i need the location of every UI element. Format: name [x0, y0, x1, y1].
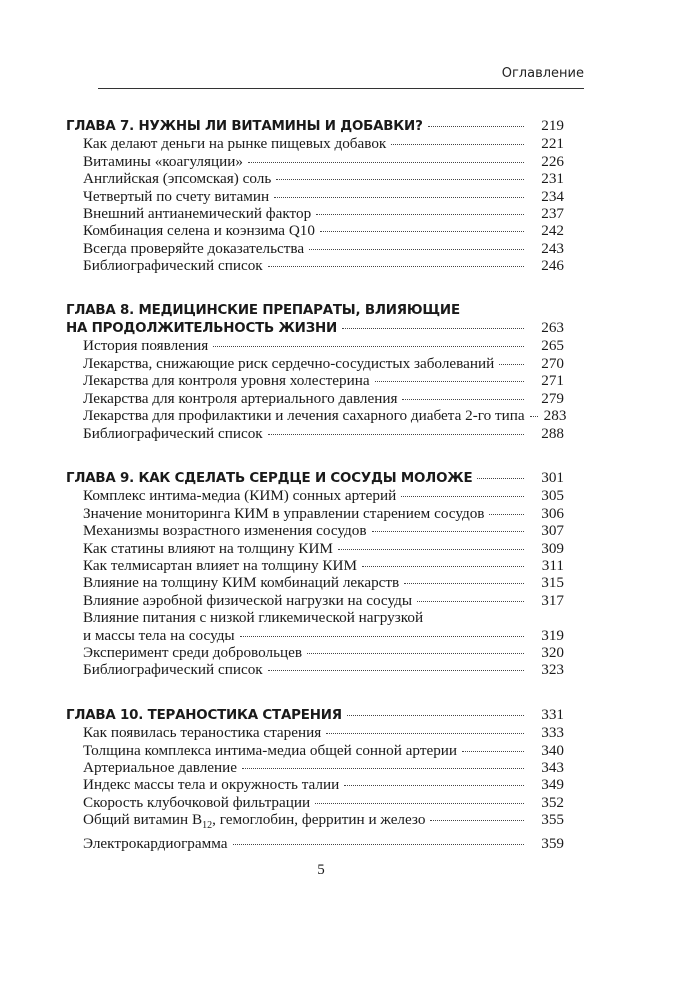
dot-leader: [372, 531, 524, 532]
page-number: 333: [541, 724, 564, 742]
toc-entry[interactable]: [66, 205, 564, 222]
toc-entry[interactable]: [66, 372, 564, 389]
page-number: 243: [541, 239, 564, 257]
page-number: 263: [541, 319, 564, 337]
entry-title: Толщина комплекса интима-медиа общей сонной артерии: [83, 741, 458, 759]
entry-title: Как статины влияют на толщину КИМ: [83, 539, 333, 557]
table-of-contents: [66, 117, 567, 879]
page-number: 283: [543, 407, 567, 425]
toc-entry[interactable]: [66, 222, 564, 239]
page-folio: 5: [317, 862, 325, 878]
entry-title: Лекарства для контроля артериального давления: [83, 389, 398, 407]
chapter-title: ГЛАВА 9. КАК СДЕЛАТЬ СЕРДЦЕ И СОСУДЫ МОЛОЖЕ: [66, 470, 473, 486]
dot-leader: [268, 434, 524, 435]
entry-title: Артериальное давление: [83, 759, 238, 776]
entry-title: Лекарства, снижающие риск сердечно-сосудистых заболеваний: [83, 354, 495, 372]
dot-leader: [417, 601, 524, 602]
page-number: 359: [541, 834, 564, 852]
entry-title: Всегда проверяйте доказательства: [83, 239, 305, 257]
toc-entry[interactable]: [66, 390, 564, 407]
page-number: 301: [541, 468, 564, 486]
chapter-8: [66, 302, 567, 442]
page-number: 219: [541, 117, 564, 134]
entry-title: Эксперимент среди добровольцев: [83, 643, 303, 661]
chapter-title-line[interactable]: ГЛАВА 8. МЕДИЦИНСКИЕ ПРЕПАРАТЫ, ВЛИЯЮЩИЕ: [66, 302, 460, 318]
page-number: 323: [541, 661, 564, 679]
toc-entry[interactable]: [66, 170, 564, 187]
entry-title: [83, 811, 425, 834]
page-number: 315: [541, 574, 564, 592]
page-number: 270: [541, 354, 564, 372]
entry-title: Как появилась тераностика старения: [83, 724, 322, 742]
page-number: 331: [541, 705, 564, 723]
dot-leader: [309, 249, 524, 250]
dot-leader: [307, 653, 524, 654]
page-number: 319: [541, 626, 564, 644]
toc-entry[interactable]: [66, 188, 564, 205]
dot-leader: [342, 328, 524, 329]
entry-title: Электрокардиограмма: [83, 834, 228, 852]
dot-leader: [402, 399, 524, 400]
page-number: 340: [541, 741, 564, 759]
entry-title-part: Общий витамин B: [83, 811, 203, 829]
toc-entry[interactable]: [66, 644, 564, 661]
toc-entry[interactable]: [66, 794, 564, 811]
chapter-7: [66, 117, 564, 275]
page-number: 349: [541, 776, 564, 794]
entry-title: Как делают деньги на рынке пищевых добавок: [83, 135, 387, 153]
dot-leader: [401, 496, 524, 497]
toc-entry[interactable]: [66, 240, 564, 257]
page-number: 352: [541, 793, 564, 811]
page-number: 311: [541, 556, 564, 574]
entry-title: Библиографический список: [83, 424, 263, 442]
dot-leader: [404, 583, 524, 584]
page-number: 265: [541, 337, 564, 355]
chapter-title: НА ПРОДОЛЖИТЕЛЬНОСТЬ ЖИЗНИ: [66, 321, 338, 337]
page-number: 320: [541, 643, 564, 661]
running-head: Оглавление: [501, 66, 584, 81]
dot-leader: [274, 197, 524, 198]
page-number: 279: [541, 389, 564, 407]
dot-leader: [430, 820, 524, 821]
toc-entry[interactable]: [66, 540, 564, 557]
dot-leader: [248, 162, 524, 163]
entry-title: Витамины «коагуляции»: [83, 152, 243, 170]
entry-title: Скорость клубочковой фильтрации: [83, 793, 311, 811]
toc-entry[interactable]: [66, 337, 564, 354]
page-number: 231: [541, 170, 564, 188]
page-number: 226: [541, 152, 564, 170]
page-number: 221: [541, 135, 564, 153]
entry-title: Комбинация селена и коэнзима Q10: [83, 222, 315, 240]
page-number: 343: [541, 759, 564, 776]
page-number: 355: [541, 811, 564, 829]
entry-title: Английская (эпсомская) соль: [83, 170, 272, 188]
toc-entry[interactable]: [66, 811, 564, 834]
dot-leader: [276, 179, 524, 180]
dot-leader: [326, 733, 524, 734]
dot-leader: [268, 670, 524, 671]
entry-title: Комплекс интима-медиа (КИМ) сонных артерий: [83, 487, 397, 505]
chapter-heading-row[interactable]: [66, 319, 564, 337]
entry-title: Библиографический список: [83, 661, 263, 679]
toc-entry[interactable]: [66, 574, 564, 591]
dot-leader: [462, 751, 524, 752]
dot-leader: [347, 715, 524, 716]
entry-title: Библиографический список: [83, 257, 263, 275]
page-number: 237: [541, 205, 564, 223]
toc-entry[interactable]: [66, 724, 564, 741]
dot-leader: [242, 768, 524, 769]
page-number: 307: [541, 522, 564, 540]
entry-title: Механизмы возрастного изменения сосудов: [83, 522, 367, 540]
toc-entry[interactable]: [66, 257, 564, 274]
toc-entry[interactable]: [66, 153, 564, 170]
chapter-9: [66, 469, 564, 679]
dot-leader: [240, 636, 524, 637]
entry-title: и массы тела на сосуды: [83, 626, 235, 644]
toc-entry[interactable]: [66, 355, 564, 372]
toc-entry[interactable]: [66, 557, 564, 574]
dot-leader: [315, 803, 524, 804]
toc-entry[interactable]: [66, 505, 564, 522]
chapter-heading-row[interactable]: [66, 117, 564, 135]
toc-entry[interactable]: [66, 661, 564, 678]
dot-leader: [530, 416, 538, 417]
entry-title: Лекарства для профилактики и лечения сахарного диабета 2-го типа: [83, 407, 525, 425]
entry-title: Внешний антианемический фактор: [83, 205, 312, 223]
page-number: 246: [541, 257, 564, 275]
toc-entry[interactable]: [66, 776, 564, 793]
toc-entry[interactable]: [66, 407, 567, 425]
header-rule: [98, 88, 584, 89]
dot-leader: [391, 144, 524, 145]
entry-title: История появления: [83, 337, 209, 355]
entry-title: Значение мониторинга КИМ в управлении старением сосудов: [83, 504, 485, 522]
toc-entry[interactable]: [66, 627, 564, 644]
entry-title-part: , гемоглобин, ферритин и железо: [212, 811, 426, 829]
dot-leader: [428, 126, 524, 127]
chapter-heading-row[interactable]: [66, 469, 564, 487]
entry-title: Влияние на толщину КИМ комбинаций лекарств: [83, 574, 400, 592]
entry-title: Четвертый по счету витамин: [83, 187, 270, 205]
page-number: 288: [541, 424, 564, 442]
entry-title: Как телмисартан влияет на толщину КИМ: [83, 556, 357, 574]
dot-leader: [344, 785, 524, 786]
page-number: 234: [541, 187, 564, 205]
dot-leader: [338, 549, 524, 550]
dot-leader: [268, 266, 524, 267]
dot-leader: [489, 514, 524, 515]
entry-title: Лекарства для контроля уровня холестерина: [83, 372, 370, 390]
dot-leader: [320, 231, 524, 232]
chapter-title: ГЛАВА 7. НУЖНЫ ЛИ ВИТАМИНЫ И ДОБАВКИ?: [66, 119, 423, 134]
toc-entry[interactable]: [66, 592, 564, 609]
dot-leader: [233, 844, 525, 845]
page-number: 317: [541, 591, 564, 609]
entry-title-line[interactable]: Влияние питания с низкой гликемической нагрузкой: [83, 609, 424, 627]
toc-entry[interactable]: [66, 759, 564, 776]
toc-entry[interactable]: [66, 487, 564, 504]
page-number: 306: [541, 504, 564, 522]
dot-leader: [213, 346, 524, 347]
toc-entry[interactable]: [66, 742, 564, 759]
chapter-10: [66, 706, 564, 852]
dot-leader: [375, 381, 524, 382]
page-number: 305: [541, 487, 564, 505]
dot-leader: [362, 566, 524, 567]
toc-entry[interactable]: [66, 135, 564, 152]
chapter-heading-row[interactable]: [66, 706, 564, 724]
page-number: 309: [541, 539, 564, 557]
dot-leader: [477, 478, 524, 479]
toc-entry[interactable]: [66, 835, 564, 852]
page-number: 271: [541, 372, 564, 390]
chapter-title: ГЛАВА 10. ТЕРАНОСТИКА СТАРЕНИЯ: [66, 707, 342, 723]
page-number: 242: [541, 222, 564, 240]
dot-leader: [316, 214, 524, 215]
toc-entry[interactable]: [66, 425, 564, 442]
entry-title: Индекс массы тела и окружность талии: [83, 776, 340, 794]
subscript-12: 12: [202, 820, 213, 832]
entry-title: Влияние аэробной физической нагрузки на сосуды: [83, 591, 413, 609]
dot-leader: [499, 364, 524, 365]
toc-entry[interactable]: [66, 522, 564, 539]
